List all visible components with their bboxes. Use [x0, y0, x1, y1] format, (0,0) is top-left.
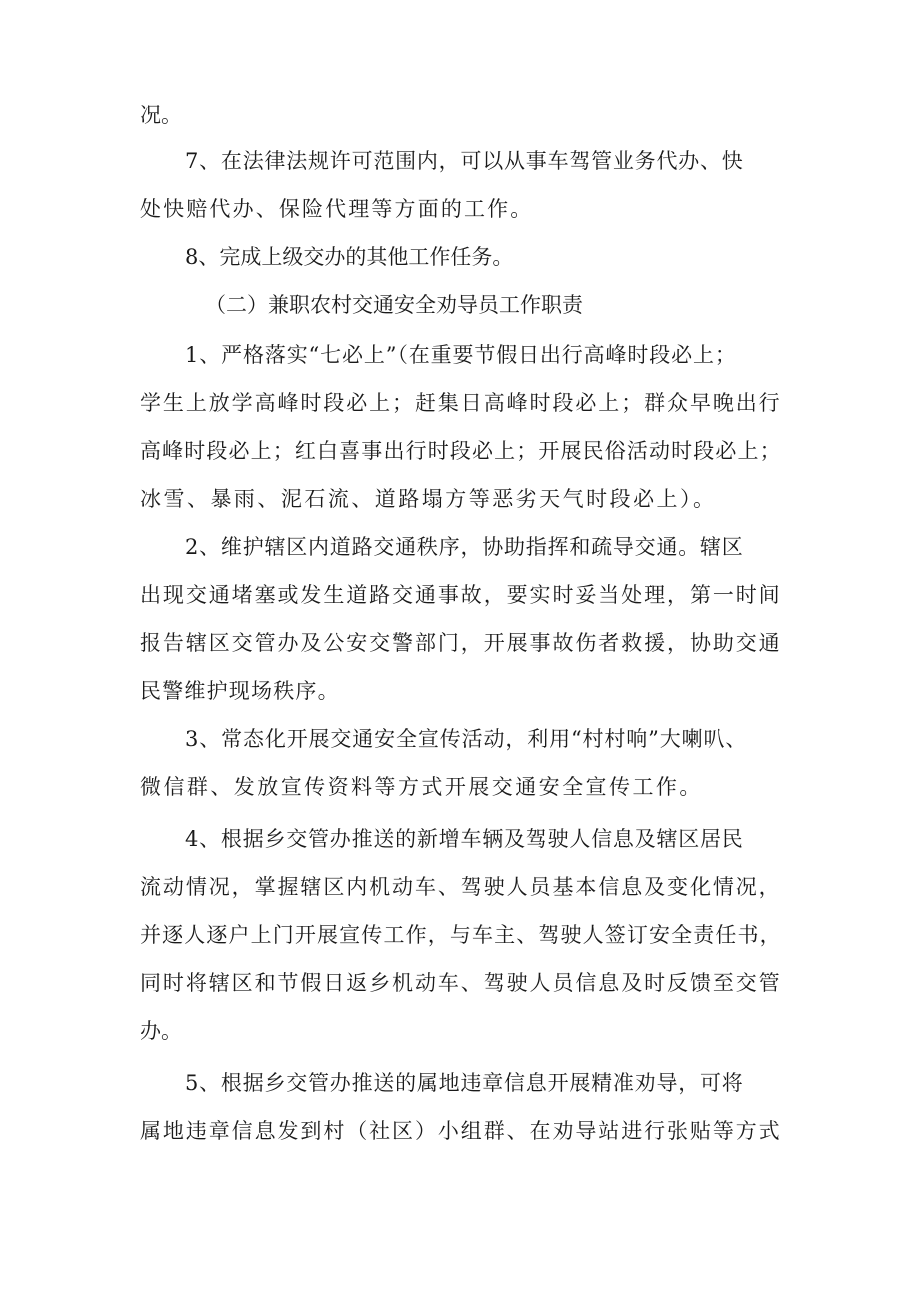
text-line: 5、根据乡交管办推送的属地违章信息开展精准劝导，可将 — [185, 1071, 744, 1095]
text-line: 报告辖区交管办及公安交警部门，开展事故伤者救援，协助交通 — [140, 631, 782, 655]
text-line: 7、在法律法规许可范围内，可以从事车驾管业务代办、快 — [185, 149, 744, 173]
text-line: 属地违章信息发到村（社区）小组群、在劝导站进行张贴等方式 — [140, 1119, 782, 1143]
text-line: 况。 — [140, 103, 182, 127]
text-line: 处快赔代办、保险代理等方面的工作。 — [140, 197, 534, 221]
text-line: 2、维护辖区内道路交通秩序，协助指挥和疏导交通。辖区 — [185, 535, 744, 559]
text-line: 8、完成上级交办的其他工作任务。 — [185, 245, 514, 269]
text-line: 学生上放学高峰时段必上；赶集日高峰时段必上；群众早晚出行 — [140, 391, 782, 415]
text-line: 冰雪、暴雨、泥石流、道路塌方等恶劣天气时段必上）。 — [140, 487, 717, 511]
text-line: 4、根据乡交管办推送的新增车辆及驾驶人信息及辖区居民 — [185, 827, 744, 851]
text-line: 并逐人逐户上门开展宣传工作，与车主、驾驶人签订安全责任书， — [140, 923, 782, 947]
section-heading: （二）兼职农村交通安全劝导员工作职责 — [205, 293, 583, 317]
text-line: 1、严格落实“七必上”（在重要节假日出行高峰时段必上； — [185, 343, 737, 367]
text-line: 微信群、发放宣传资料等方式开展交通安全宣传工作。 — [140, 775, 703, 799]
text-line: 3、常态化开展交通安全宣传活动，利用“村村响”大喇叭、 — [185, 727, 748, 751]
text-line: 办。 — [140, 1019, 182, 1043]
text-line: 同时将辖区和节假日返乡机动车、驾驶人员信息及时反馈至交管 — [140, 971, 782, 995]
text-line: 民警维护现场秩序。 — [140, 679, 340, 703]
text-line: 流动情况，掌握辖区内机动车、驾驶人员基本信息及变化情况， — [140, 875, 782, 899]
text-line: 高峰时段必上；红白喜事出行时段必上；开展民俗活动时段必上； — [140, 439, 782, 463]
text-line: 出现交通堵塞或发生道路交通事故，要实时妥当处理，第一时间 — [140, 583, 782, 607]
